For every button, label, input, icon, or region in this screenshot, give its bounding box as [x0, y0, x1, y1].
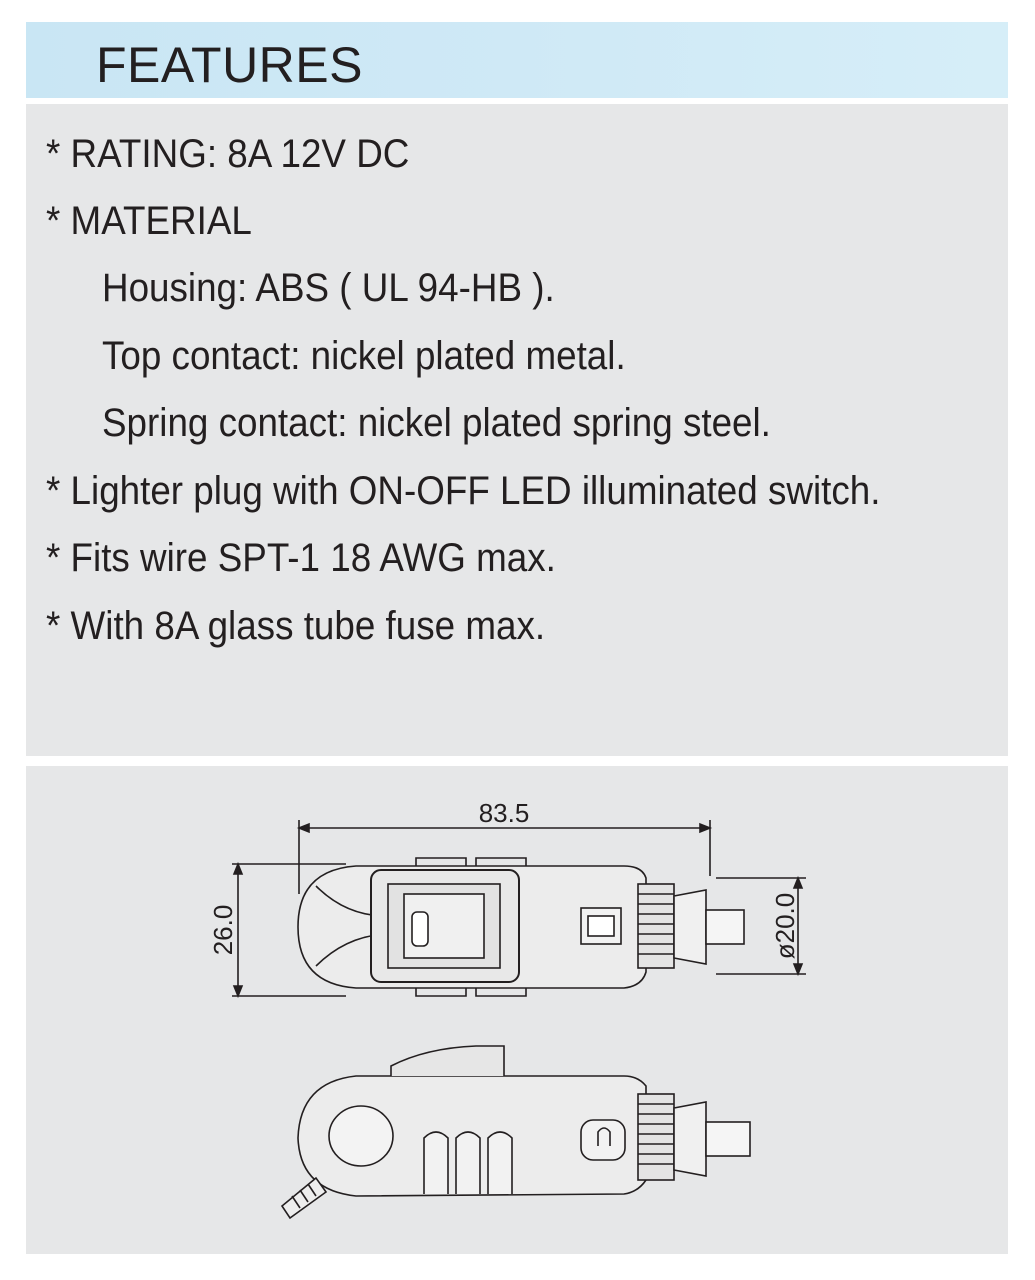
feature-wire: * Fits wire SPT-1 18 AWG max. [46, 536, 556, 580]
drawing-panel [26, 766, 1008, 1254]
feature-rating: * RATING: 8A 12V DC [46, 132, 410, 176]
feature-fuse: * With 8A glass tube fuse max. [46, 604, 546, 648]
dimension-diameter-label: ø20.0 [770, 892, 800, 960]
feature-top-contact: Top contact: nickel plated metal. [102, 334, 626, 378]
features-panel [26, 104, 1008, 756]
feature-material: * MATERIAL [46, 199, 252, 243]
feature-spring-contact: Spring contact: nickel plated spring steel. [102, 401, 771, 445]
feature-lighter-plug: * Lighter plug with ON-OFF LED illuminated switch. [46, 469, 881, 513]
feature-housing: Housing: ABS ( UL 94-HB ). [102, 266, 555, 310]
header-title: FEATURES [96, 37, 363, 93]
dimension-length-label: 83.5 [478, 798, 530, 828]
top-view-plug [232, 820, 806, 996]
plug-drawing [26, 766, 1008, 1254]
features-header [26, 22, 1008, 98]
side-view-plug [282, 1046, 750, 1218]
dimension-height-label: 26.0 [208, 904, 238, 956]
